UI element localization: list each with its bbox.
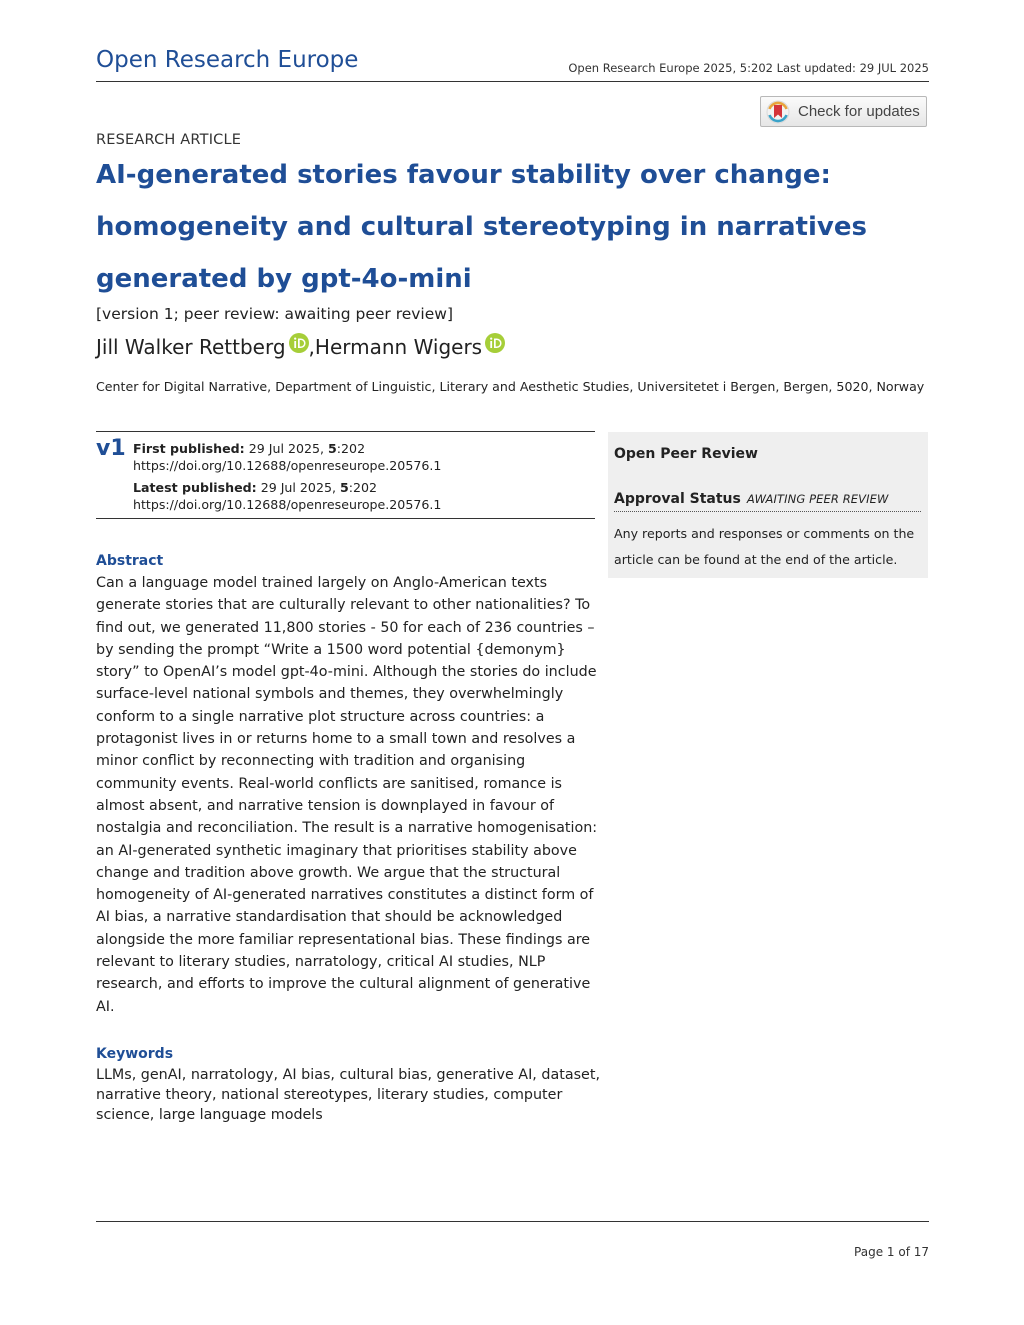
approval-status (614, 491, 888, 507)
abstract-line: homogeneity of AI-generated narratives constitutes a distinct form of (96, 887, 594, 904)
article-type: RESEARCH ARTICLE (96, 132, 242, 148)
abstract-heading: Abstract (96, 553, 164, 569)
peer-review-title: Open Peer Review (614, 446, 758, 462)
author-name[interactable]: Hermann Wigers (314, 335, 483, 359)
affiliation: Center for Digital Narrative, Department of Linguistic, Literary and Aesthetic Studies, Universitetet i Bergen, Bergen, 5020, Norway (96, 379, 925, 394)
first-published-number: :202 (336, 441, 366, 456)
latest-published-date: 29 Jul 2025, (260, 480, 336, 495)
keywords-text (96, 1065, 600, 1125)
abstract-line: alongside the more familiar representational bias. These findings are (96, 931, 591, 948)
journal-title[interactable]: Open Research Europe (96, 47, 359, 73)
abstract-line: story” to OpenAI’s model gpt-4o-mini. Although the stories do include (96, 664, 597, 681)
keywords-heading: Keywords (96, 1046, 174, 1062)
abstract-line: Can a language model trained largely on Anglo-American texts (96, 575, 548, 591)
approval-status-value: AWAITING PEER REVIEW (746, 492, 889, 506)
first-published-date: 29 Jul 2025, (248, 441, 325, 456)
abstract-line: research, and efforts to improve the cultural alignment of generative (96, 976, 591, 993)
keywords-line: narrative theory, national stereotypes, literary studies, computer (96, 1087, 563, 1103)
author-name[interactable]: Jill Walker Rettberg (96, 335, 286, 359)
abstract-line: almost absent, and narrative tension is downplayed in favour of (96, 797, 555, 814)
article-title-line-1: AI-generated stories favour stability over change: (96, 160, 831, 190)
version-label: v1 (96, 436, 126, 461)
abstract-text (96, 572, 598, 1018)
abstract-line: AI. (96, 998, 115, 1015)
latest-published-number: :202 (348, 480, 378, 495)
abstract-line: conform to a single narrative plot structure across countries: a (96, 708, 545, 725)
abstract-line: by sending the prompt “Write a 1500 word potential {demonym} (96, 641, 566, 658)
approval-status-label: Approval Status (614, 491, 741, 507)
abstract-line: change and tradition above growth. We argue that the structural (96, 864, 561, 881)
abstract-line: community events. Real-world conflicts are sanitised, romance is (96, 775, 562, 792)
first-published-volume: 5 (328, 441, 337, 456)
orcid-icon[interactable] (485, 333, 505, 353)
abstract-line: relevant to literary studies, narratology, critical AI studies, NLP (96, 954, 546, 971)
abstract-line: nostalgia and reconciliation. The result is a narrative homogenisation: (96, 820, 598, 837)
header-divider (96, 81, 929, 82)
first-published-doi-link[interactable]: https://doi.org/10.12688/openreseurope.20576.1 (133, 458, 442, 473)
author-separator: , (308, 335, 315, 359)
publication-divider-bottom (96, 518, 595, 519)
latest-published (133, 480, 377, 495)
header-meta: Open Research Europe 2025, 5:202 Last updated: 29 JUL 2025 (568, 61, 929, 75)
abstract-line: minor conflict by reconnecting with tradition and organising (96, 753, 526, 770)
footer-divider (96, 1221, 929, 1222)
article-title-line-3: generated by gpt-4o-mini (96, 264, 472, 294)
check-for-updates-label: Check for updates (798, 103, 920, 120)
crossmark-icon (766, 100, 790, 124)
keywords-line: LLMs, genAI, narratology, AI bias, cultural bias, generative AI, dataset, (96, 1067, 600, 1083)
article-title-line-2: homogeneity and cultural stereotyping in narratives (96, 212, 867, 242)
latest-published-label: Latest published: (133, 480, 257, 495)
latest-published-volume: 5 (339, 480, 349, 495)
author-list (96, 335, 505, 359)
abstract-line: find out, we generated 11,800 stories - 50 for each of 236 countries – (96, 619, 595, 636)
page-number: Page 1 of 17 (854, 1245, 929, 1259)
first-published (133, 441, 365, 456)
publication-divider-top (96, 431, 595, 432)
first-published-label: First published: (133, 441, 245, 456)
abstract-line: an AI-generated synthetic imaginary that prioritises stability above (96, 842, 577, 859)
version-note: [version 1; peer review: awaiting peer review] (96, 305, 453, 323)
abstract-line: protagonist lives in or returns home to a small town and resolves a (96, 731, 576, 748)
abstract-line: surface-level national symbols and themes, they overwhelmingly (96, 686, 564, 703)
peer-review-note: Any reports and responses or comments on the article can be found at the end of the article. (614, 526, 915, 567)
abstract-line: generate stories that are culturally relevant to other nationalities? To (96, 597, 591, 614)
approval-divider (614, 511, 921, 512)
latest-published-doi-link[interactable]: https://doi.org/10.12688/openreseurope.20576.1 (133, 497, 442, 512)
orcid-icon[interactable] (289, 333, 309, 353)
keywords-line: science, large language models (96, 1107, 323, 1123)
abstract-line: AI bias, a narrative standardisation that should be acknowledged (96, 909, 563, 926)
check-for-updates-button[interactable] (760, 96, 927, 127)
